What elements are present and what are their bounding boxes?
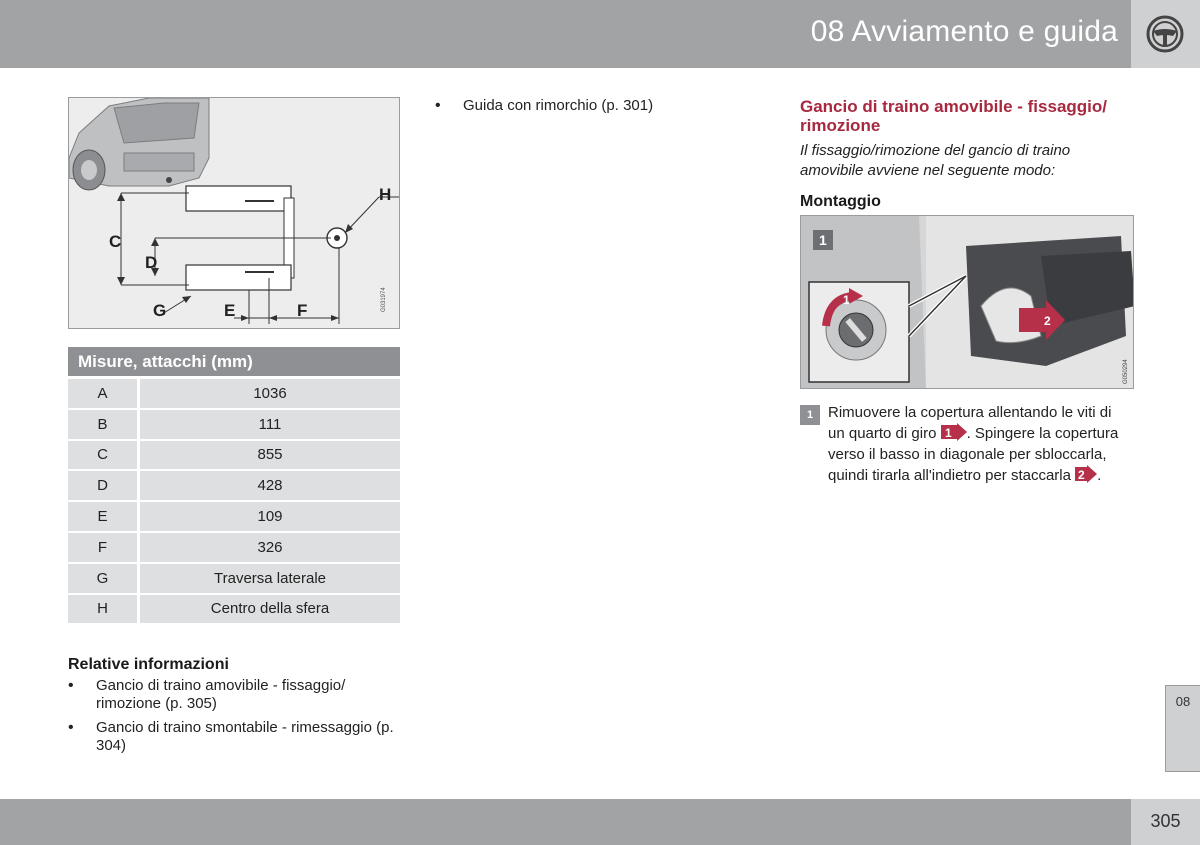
tow-hook-dimension-diagram — [68, 97, 400, 329]
middle-link[interactable]: • Guida con rimorchio (p. 301) — [435, 97, 735, 115]
label-h: H — [379, 185, 392, 204]
page-number: 305 — [1131, 799, 1200, 845]
row-value: 109 — [140, 502, 400, 533]
arrow-label-1: 1 — [843, 293, 850, 307]
step-text-part-b: . Spingere la copertura verso il basso in diagonale per sbloccarla, quindi tirarla all'indietro per staccarla — [828, 425, 1119, 484]
car-rear-illustration — [69, 98, 209, 190]
red-arrow-2-icon — [1075, 465, 1097, 483]
related-list — [68, 677, 403, 761]
row-key: G — [68, 564, 140, 595]
related-link[interactable]: • Gancio di traino smontabile - rimessaggio (p. 304) — [68, 719, 403, 755]
label-e: E — [224, 301, 236, 320]
row-key: E — [68, 502, 140, 533]
step-text — [828, 402, 1130, 486]
row-value: 428 — [140, 471, 400, 502]
row-value: 855 — [140, 441, 400, 472]
step-text-part-a: Rimuovere la copertura allentando le viti di un quarto di giro — [828, 404, 1112, 442]
arrow-label-2: 2 — [1044, 314, 1051, 328]
steering-wheel-icon — [1145, 14, 1185, 54]
chapter-icon-box — [1131, 0, 1200, 68]
mounting-heading: Montaggio — [800, 193, 881, 210]
cover-removal-photo — [800, 215, 1134, 389]
figure-code: G031974 — [381, 287, 387, 312]
label-d: D — [145, 253, 158, 272]
table-row — [68, 410, 400, 441]
row-value: 1036 — [140, 379, 400, 410]
step-number: 1 — [800, 405, 820, 425]
row-value: 111 — [140, 410, 400, 441]
section-intro: Il fissaggio/rimozione del gancio di traino amovibile avviene nel seguente modo: — [800, 142, 1071, 179]
step-1 — [800, 402, 1130, 486]
row-value: Centro della sfera — [140, 595, 400, 626]
row-value: 326 — [140, 533, 400, 564]
row-key: A — [68, 379, 140, 410]
table-row — [68, 441, 400, 472]
table-title: Misure, attacchi (mm) — [68, 347, 400, 379]
row-key: H — [68, 595, 140, 626]
inline-arrow-1-label: 1 — [944, 426, 952, 440]
row-value: Traversa laterale — [140, 564, 400, 595]
red-arrow-1-icon — [941, 423, 967, 441]
table-row — [68, 595, 400, 626]
photo-badge: 1 — [819, 232, 827, 248]
table-row — [68, 533, 400, 564]
section-title: Gancio di traino amovibile - fissaggio/ rimozione — [800, 97, 1107, 135]
table-row — [68, 564, 400, 595]
table-row — [68, 379, 400, 410]
related-heading: Relative informazioni — [68, 656, 229, 673]
row-key: C — [68, 441, 140, 472]
page-footer — [0, 799, 1200, 845]
table-row — [68, 471, 400, 502]
label-g: G — [153, 301, 167, 320]
chapter-header — [0, 0, 1200, 68]
label-c: C — [109, 232, 122, 251]
chapter-title: 08 Avviamento e guida — [810, 15, 1118, 48]
measurements-table — [68, 347, 400, 625]
row-key: F — [68, 533, 140, 564]
row-key: D — [68, 471, 140, 502]
table-row — [68, 502, 400, 533]
step-text-part-c: . — [1097, 467, 1102, 484]
photo-code: G050294 — [1123, 359, 1129, 384]
label-f: F — [297, 301, 308, 320]
row-key: B — [68, 410, 140, 441]
related-link[interactable]: • Gancio di traino amovibile - fissaggio/ rimozione (p. 305) — [68, 677, 403, 713]
middle-list — [435, 97, 735, 121]
inline-arrow-2-label: 2 — [1078, 468, 1085, 482]
chapter-side-tab: 08 — [1165, 685, 1200, 772]
